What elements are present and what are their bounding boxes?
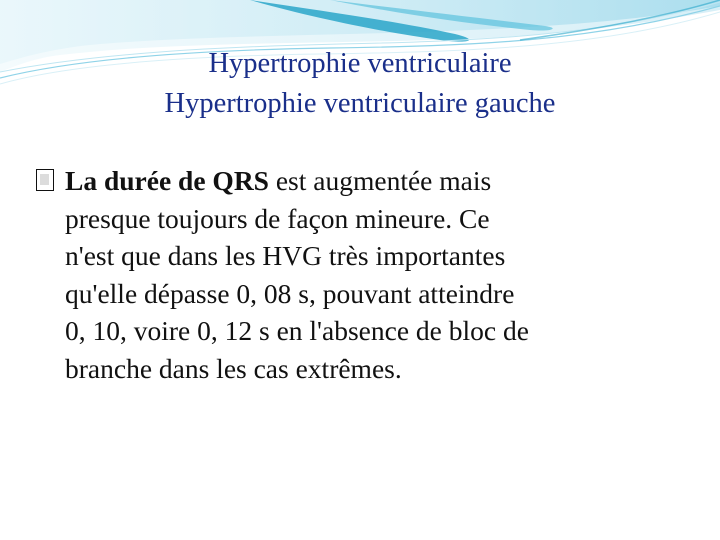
bullet-line-3: n'est que dans les HVG très importantes xyxy=(65,240,506,271)
title-line-1: Hypertrophie ventriculaire xyxy=(208,48,512,79)
bullet-first-line xyxy=(65,162,686,200)
bullet-line-4: qu'elle dépasse 0, 08 s, pouvant atteindre xyxy=(65,277,515,309)
bullet-line-5: 0, 10, voire 0, 12 s en l'absence de bloc de xyxy=(65,315,529,346)
unknown-glyph-box-icon xyxy=(36,169,54,191)
bullet-bold-lead: La durée de QRS xyxy=(65,165,269,196)
bullet-line-2: presque toujours de façon mineure. Ce xyxy=(65,202,490,234)
slide-title xyxy=(0,44,720,124)
title-line-2: Hypertrophie ventriculaire gauche xyxy=(164,88,556,119)
bullet-item xyxy=(36,162,686,387)
bullet-text-block xyxy=(36,162,686,387)
bullet-line-6: branche dans les cas extrêmes. xyxy=(65,352,402,384)
bullet-first-line-rest: est augmentée mais xyxy=(268,165,492,196)
